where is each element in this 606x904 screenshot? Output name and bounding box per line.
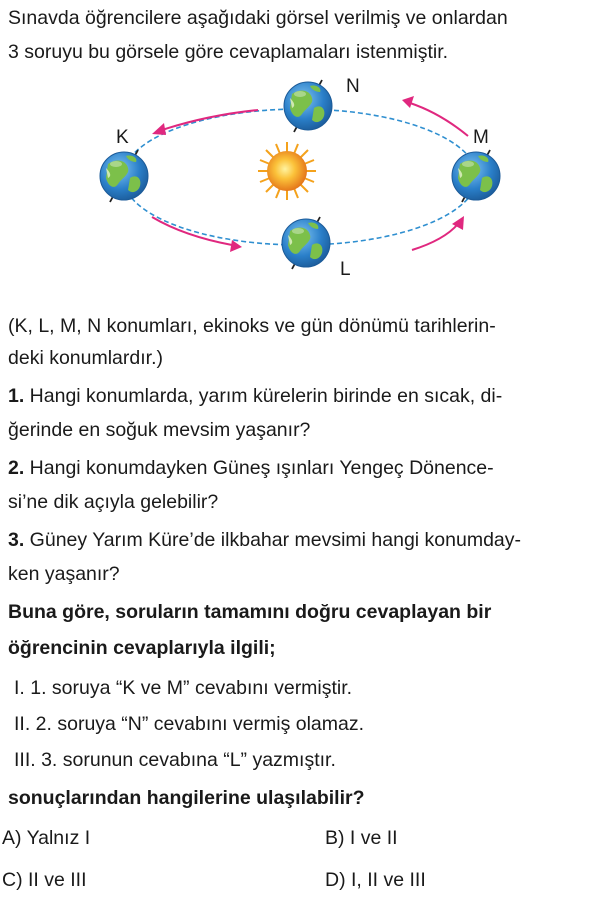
sun-icon bbox=[258, 142, 316, 200]
prompt-line-2: öğrencinin cevaplarıyla ilgili; bbox=[8, 637, 276, 659]
note-line-2: deki konumlardır.) bbox=[8, 347, 163, 369]
label-m: M bbox=[473, 127, 489, 148]
question-3-line-2: ken yaşanır? bbox=[8, 563, 120, 585]
orbit-diagram bbox=[90, 70, 520, 285]
question-3-line-1 bbox=[8, 528, 521, 552]
earth-globe-icon-k bbox=[100, 150, 148, 202]
question-1-line-1 bbox=[8, 384, 502, 408]
earth-globe-icon-m bbox=[452, 150, 500, 202]
statement-3: III. 3. sorunun cevabına “L” yazmıştır. bbox=[14, 749, 336, 771]
earth-globe-icon-l bbox=[282, 217, 330, 269]
intro-line-2: 3 soruyu bu görsele göre cevaplamaları istenmiştir. bbox=[8, 41, 449, 63]
orbit-arrow-top-right bbox=[402, 96, 468, 136]
question-1-line-2: ğerinde en soğuk mevsim yaşanır? bbox=[8, 419, 311, 441]
option-b[interactable]: B) I ve II bbox=[325, 827, 398, 849]
label-k: K bbox=[116, 127, 129, 148]
intro-line-1: Sınavda öğrencilere aşağıdaki görsel verilmiş ve onlardan bbox=[8, 7, 508, 29]
closing-question: sonuçlarından hangilerine ulaşılabilir? bbox=[8, 787, 365, 809]
question-1-text: Hangi konumlarda, yarım kürelerin birinde en sıcak, di- bbox=[24, 385, 503, 407]
label-n: N bbox=[346, 76, 360, 97]
prompt-line-1: Buna göre, soruların tamamını doğru cevaplayan bir bbox=[8, 601, 492, 623]
option-a[interactable]: A) Yalnız I bbox=[2, 827, 91, 849]
question-1-number: 1. bbox=[8, 385, 25, 407]
statement-2: II. 2. soruya “N” cevabını vermiş olamaz. bbox=[14, 713, 365, 735]
statement-1: I. 1. soruya “K ve M” cevabını vermiştir. bbox=[14, 677, 353, 699]
question-3-text: Güney Yarım Küre’de ilkbahar mevsimi hangi konumday- bbox=[24, 529, 522, 551]
question-2-line-1 bbox=[8, 456, 494, 480]
earth-globe-icon-n bbox=[284, 80, 332, 132]
note-line-1: (K, L, M, N konumları, ekinoks ve gün dönümü tarihlerin- bbox=[8, 315, 496, 337]
option-c[interactable]: C) II ve III bbox=[2, 869, 87, 891]
question-2-text: Hangi konumdayken Güneş ışınları Yengeç Dönence- bbox=[24, 457, 494, 479]
question-2-line-2: si’ne dik açıyla gelebilir? bbox=[8, 491, 219, 513]
option-d[interactable]: D) I, II ve III bbox=[325, 869, 426, 891]
orbit-arrow-bottom-left bbox=[152, 217, 242, 252]
orbit-arrow-top-left bbox=[152, 110, 258, 135]
label-l: L bbox=[340, 259, 351, 280]
question-3-number: 3. bbox=[8, 529, 25, 551]
question-2-number: 2. bbox=[8, 457, 25, 479]
orbit-arrow-bottom-right bbox=[412, 216, 464, 250]
